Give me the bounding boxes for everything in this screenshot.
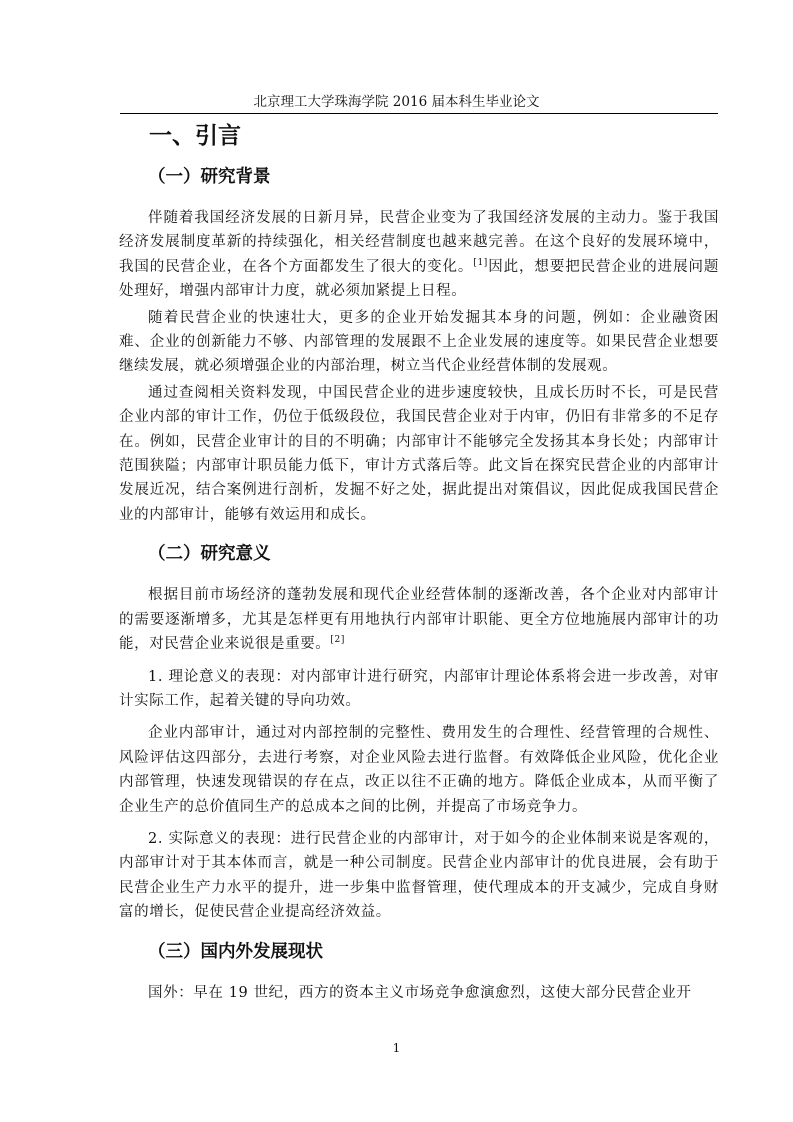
citation-ref: [1] [473,257,488,268]
chapter-title: 一、引言 [149,123,241,149]
page-body [119,120,719,1007]
paragraph-text: 国外：早在 19 世纪，西方的资本主义市场竞争愈演愈烈，这使大部分民营企业开 [148,984,692,1001]
citation-ref: [2] [330,635,345,646]
paragraph-text: 通过查阅相关资料发现，中国民营企业的进步速度较快，且成长历时不长，可是民营企业内部的审计工作，仍位于低级段位，我国民营企业对于内审，仍旧有非常多的不足存在。例如，民营企业审计的目的不明确；内部审计不能够完全发扬其本身长处；内部审计范围狭隘；内部审计职员能力低下，审计方式落后等。此文旨在探究民营企业的内部审计发展近况，结合案例进行剖析，发掘不好之处，据此提出对策倡议，因此促成我国民营企业的内部审计，能够有效运用和成长。 [119,384,719,523]
paragraph [119,827,719,925]
page-number: 1 [392,1041,401,1055]
paragraph-text: 2. 实际意义的表现：进行民营企业的内部审计，对于如今的企业体制来说是客观的，内部审计对于其本体而言，就是一种公司制度。民营企业内部审计的优良进展，会有助于民营企业生产力水平的提升，进一步集中监督管理，使代理成本的开支减少，完成自身财富的增长，促使民营企业提高经济效益。 [119,830,719,921]
running-header: 北京理工大学珠海学院 2016 届本科生毕业论文 [253,94,540,110]
section-title-background: （一）研究背景 [148,167,271,187]
paragraph [119,665,719,714]
paragraph [119,381,719,527]
paragraph-text: 1. 理论意义的表现：对内部审计进行研究，内部审计理论体系将会进一步改善，对审计实际工作，起着关键的导向功效。 [119,668,719,709]
header-rule [120,113,718,114]
paragraph-text: 因此，想要把民营企业的进展问题处理好，增强内部审计力度，就必须加紧提上日程。 [119,258,719,300]
paragraph [119,583,719,656]
paragraph-text: 企业内部审计，通过对内部控制的完整性、费用发生的合理性、经营管理的合规性、风险评估这四部分，去进行考察，对企业风险去进行监督。有效降低企业风险，优化企业内部管理，快速发现错误的存在点，改正以往不正确的地方。降低企业成本，从而平衡了企业生产的总价值同生产的总成本之间的比例，并提高了市场竞争力。 [119,725,719,815]
paragraph-text: 随着民营企业的快速壮大，更多的企业开始发掘其本身的问题，例如：企业融资困难、企业的创新能力不够、内部管理的发展跟不上企业发展的速度等。如果民营企业想要继续发展，就必须增强企业的内部治理，树立当代企业经营体制的发展观。 [119,309,719,375]
paragraph [119,306,719,379]
paragraph-text: 伴随着我国经济发展的日新月异，民营企业变为了我国经济发展的主动力。鉴于我国经济发展制度革新的持续强化，相关经营制度也越来越完善。在这个良好的发展环境中，我国的民营企业，在各个方面都发生了很大的变化。 [119,210,719,275]
section-title-significance: （二）研究意义 [148,544,271,565]
paragraph [119,981,719,1005]
paragraph-text: 根据目前市场经济的蓬勃发展和现代企业经营体制的逐渐改善，各个企业对内部审计的需要逐渐增多，尤其是怎样更有用地执行内部审计职能、更全方位地施展内部审计的功能，对民营企业来说很是重要。 [119,587,719,653]
paragraph [119,721,719,819]
section-title-status: （三）国内外发展现状 [148,941,323,962]
paragraph [119,206,719,304]
